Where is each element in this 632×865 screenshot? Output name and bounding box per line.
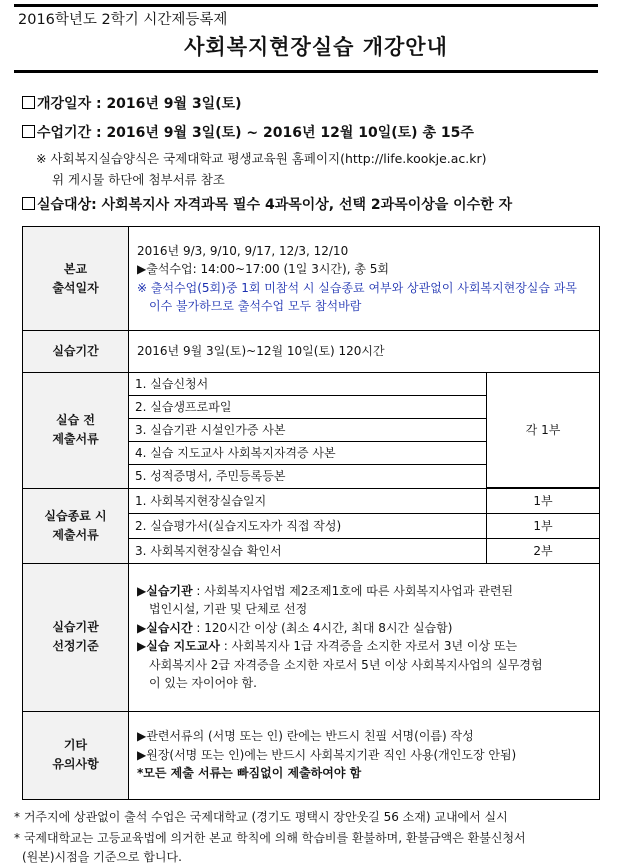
- header-bottom-rule: [14, 70, 598, 73]
- header-subtitle: 2016학년도 2학기 시간제등록제: [18, 12, 228, 28]
- list-item: 2. 실습평가서(실습지도자가 직접 작성) 1부: [129, 513, 599, 538]
- row-pre-docs: [23, 373, 600, 489]
- row-period: [23, 331, 600, 373]
- criteria-institution: ▶실습기관 : 사회복지사업법 제2조제1호에 따른 사회복지사업과 관련된: [137, 583, 514, 598]
- attendance-class: ▶출석수업: 14:00~17:00 (1일 3시간), 총 5회: [137, 262, 389, 276]
- label-attendance: 본교 출석일자: [23, 227, 129, 331]
- open-date-line: [22, 93, 242, 113]
- target-line: [22, 194, 512, 214]
- pre-docs-table: [129, 373, 599, 488]
- attendance-warning-1: ※ 출석수업(5회)중 1회 미참석 시 실습종료 여부와 상관없이 사회복지현장실습 과목: [137, 280, 577, 295]
- etc-line-3: *모든 제출 서류는 빠짐없이 제출하여야 함: [137, 766, 362, 781]
- etc-content: [129, 711, 600, 799]
- post-docs-cell: [129, 488, 600, 563]
- list-item: 3. 실습기관 시설인가증 사본: [129, 419, 599, 442]
- footer-note-1: * 거주지에 상관없이 출석 수업은 국제대학교 (경기도 평택시 장안웃길 56 소재) 교내에서 실시: [14, 810, 508, 824]
- pre-docs-count: 각 1부: [487, 373, 600, 487]
- open-date-text: 개강일자 : 2016년 9월 3일(토): [37, 96, 242, 112]
- pre-docs-cell: [129, 373, 600, 489]
- label-period: 실습기간: [23, 331, 129, 373]
- list-item: 5. 성적증명서, 주민등록등본: [129, 465, 599, 488]
- form-note-line1: ※ 사회복지실습양식은 국제대학교 평생교육원 홈페이지(http://life.kookje.ac.kr): [36, 151, 487, 166]
- etc-line-1: ▶관련서류의 (서명 또는 인) 란에는 반드시 친필 서명(이름) 작성: [137, 729, 474, 744]
- target-text: 실습대상: 사회복지사 자격과목 필수 4과목이상, 선택 2과목이상을 이수한 자: [37, 197, 513, 213]
- criteria-content: ▶실습기관 : 사회복지사업법 제2조제1호에 따른 사회복지사업과 관련된 법인시설, 기관 및 단체로 선정 ▶실습시간 : 120시간 이상 (최소 4시간, 최대 8시간 실습함) ▶실습 지도교사 : 사회복지사 1급 자격증을 소지한 자로서 3년 이상 또는 사회복지사 2급 자격증을 소지한 자로서 5년 이상 사회복지사업의 실무경험 이 있는 자이어야 함.: [129, 563, 600, 711]
- list-item: 4. 실습 지도교사 사회복지자격증 사본: [129, 442, 599, 465]
- list-item: 2. 실습생프로파일: [129, 396, 599, 419]
- form-note-line2: 위 게시물 하단에 첨부서류 참조: [52, 172, 225, 187]
- page-title: 사회복지현장실습 개강안내: [184, 35, 448, 59]
- footer-note-3: (원본)시점을 기준으로 합니다.: [22, 850, 182, 864]
- label-etc: 기타 유의사항: [23, 711, 129, 799]
- row-post-docs: [23, 488, 600, 563]
- period-line: [22, 122, 474, 142]
- list-item: 1. 실습신청서 각 1부: [129, 373, 599, 396]
- label-post-docs: 실습종료 시 제출서류: [23, 488, 129, 563]
- etc-line-2: ▶원장(서명 또는 인)에는 반드시 사회복지기관 직인 사용(개인도장 안됨): [137, 747, 517, 762]
- row-etc: [23, 711, 600, 799]
- attendance-warning-2: 이수 불가하므로 출석수업 모두 참석바람: [149, 299, 362, 313]
- label-criteria: 실습기관 선정기준: [23, 563, 129, 711]
- attendance-dates: 2016년 9/3, 9/10, 9/17, 12/3, 12/10: [137, 243, 349, 258]
- label-pre-docs: 실습 전 제출서류: [23, 373, 129, 489]
- checkbox-square-icon: [22, 125, 35, 138]
- period-value: 2016년 9월 3일(토)~12월 10일(토) 120시간: [129, 331, 600, 373]
- header-top-rule: [14, 4, 598, 7]
- info-table: [22, 226, 600, 800]
- criteria-time: ▶실습시간 : 120시간 이상 (최소 4시간, 최대 8시간 실습함): [137, 620, 453, 635]
- period-text: 수업기간 : 2016년 9월 3일(토) ~ 2016년 12월 10일(토) 총 15주: [37, 125, 474, 141]
- row-criteria: [23, 563, 600, 711]
- criteria-supervisor: ▶실습 지도교사 : 사회복지사 1급 자격증을 소지한 자로서 3년 이상 또는: [137, 639, 518, 653]
- list-item: 1. 사회복지현장실습일지 1부: [129, 489, 599, 514]
- footer-note-2: * 국제대학교는 고등교육법에 의거한 본교 학칙에 의해 학습비를 환불하며, 환불금액은 환불신청서: [14, 831, 526, 845]
- attendance-content: [129, 227, 600, 331]
- checkbox-square-icon: [22, 197, 35, 210]
- post-docs-table: [129, 489, 599, 563]
- checkbox-square-icon: [22, 96, 35, 109]
- list-item: 3. 사회복지현장실습 확인서 2부: [129, 538, 599, 563]
- row-attendance: [23, 227, 600, 331]
